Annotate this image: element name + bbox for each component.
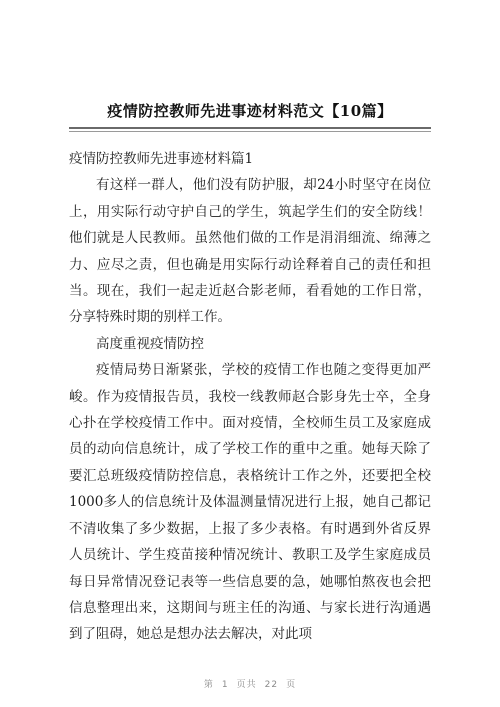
document-title: 疫情防控教师先进事迹材料范文【10篇】: [107, 102, 393, 120]
body-paragraph: 疫情局势日渐紧张，学校的疫情工作也随之变得更加严峻。作为疫情报告员，我校一线教师赵合影身先士卒，全身心扑在学校疫情工作中。面对疫情，全校师生员工及家庭成员的动向信息统计，成了学校工作的重中之重。她每天除了要汇总班级疫情防控信息，表格统计工作之外，还要把全校1000多人的信息统计及体温测量情况进行上报，她自己都记不清收集了多少数据，上报了多少表格。有时遇到外省反界人员统计、学生疫苗接种情况统计、教职工及学生家庭成员每日异常情况登记表等一些信息要的急，她哪怕熬夜也会把信息整理出来，这期间与班主任的沟通、与家长进行沟通遇到了阻碍，她总是想办法去解决，对此项: [69, 362, 431, 643]
title-divider: [69, 127, 431, 129]
document-body: [69, 146, 431, 648]
page-label-middle: 页共: [236, 680, 257, 690]
title-divider-thin: [69, 131, 431, 132]
section-heading: 疫情防控教师先进事迹材料篇1: [69, 151, 254, 167]
body-paragraph: 有这样一群人，他们没有防护服，却24小时坚守在岗位上，用实际行动守护自己的学生，筑起学生们的安全防线！他们就是人民教师。虽然他们做的工作是涓涓细流、绵薄之力、应尽之责，但也确是用实际行动诠释着自己的责任和担当。现在，我们一起走近赵合影老师，看看她的工作日常，分享特殊时期的别样工作。: [69, 177, 431, 326]
page-number: 1: [221, 680, 229, 690]
page-label-suffix: 页: [286, 680, 297, 690]
page-label-prefix: 第: [203, 680, 214, 690]
total-pages: 22: [264, 680, 279, 690]
subheading-paragraph: 高度重视疫情防控: [96, 335, 204, 352]
page-footer: [0, 677, 500, 690]
